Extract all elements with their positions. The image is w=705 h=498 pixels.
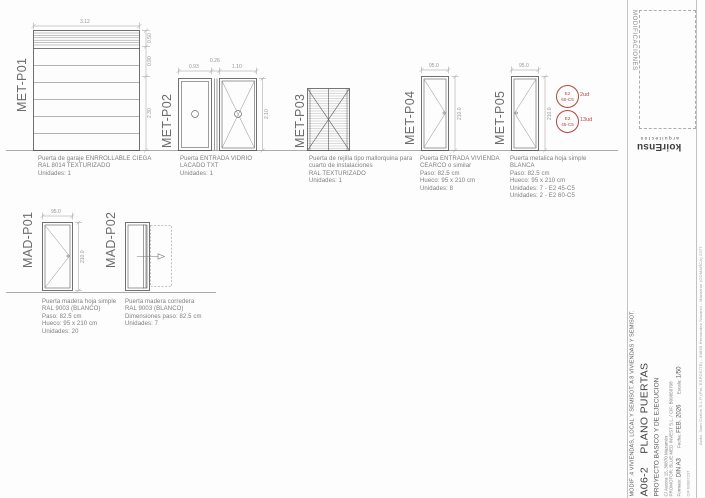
firm-logo [632, 128, 686, 152]
caption-met-p04 [420, 156, 500, 193]
dim-met-p04-width: 95.0 [429, 63, 439, 69]
scale-value: 1/50 [676, 366, 683, 379]
firm-logo-name: koirEnsu [636, 141, 682, 152]
date-value: FEB. 2026 [676, 404, 683, 433]
door-label-met-p05: MET-P05 [493, 90, 507, 145]
caption-line: RAL 9003 (BLANCO) [125, 306, 184, 313]
dim-met-p02-w1: 0.93 [189, 64, 199, 70]
dim-met-p02-height: 2.10 [264, 109, 270, 119]
modifications-label: MODIFICACIONES [631, 10, 637, 71]
caption-line: Puerta metalica hoja simple [510, 156, 587, 162]
sheet-code: A06-2 [638, 466, 651, 497]
stamp-code: 60-C5 [561, 96, 574, 102]
caption-met-p02 [180, 156, 252, 178]
caption-line: Dimensiones paso: 82.5 cm [125, 313, 202, 320]
caption-line: Puerta de garaje ENRROLLABLE CIEGA [38, 156, 152, 162]
promoter-line: PROMOTOR: BLUE MED INVEST S.L. / CIF: B09858708 [668, 381, 674, 497]
caption-line: Unidades: 7 [125, 321, 159, 328]
caption-line: Hueco: 95 x 210 cm [42, 321, 98, 328]
caption-line: Puerta madera hoja simple [42, 299, 117, 305]
project-modification-note: MODIF .4 VIVIENDAS, LOCAL Y SEMISOT. A 8 VIVIENDAS Y SEMISOT. [629, 310, 636, 497]
door-label-met-p02: MET-P02 [160, 93, 174, 148]
dim-met-p05-height: 210.0 [547, 107, 553, 120]
dim-met-p01-h2: 0.90 [147, 56, 153, 66]
caption-line: Unidades: 1 [180, 170, 214, 177]
caption-line: Unidades: 7 - E2 45-C5 [510, 185, 575, 192]
dim-met-p02-w3: 1.10 [232, 64, 242, 70]
dim-mad-p01-width: 95.0 [51, 209, 61, 215]
dim-met-p05-width: 95.0 [519, 63, 529, 69]
dim-met-p01-width: 3.12 [80, 19, 90, 25]
caption-line: Paso: 82.5 cm [42, 313, 82, 320]
caption-line: Unidades: 20 [42, 328, 79, 335]
format-label: Formato: [676, 478, 682, 497]
caption-met-p05 [510, 156, 586, 200]
stamp-code: E2 [564, 91, 571, 97]
sheet-meta-line [677, 252, 683, 497]
door-label-mad-p01: MAD-P01 [21, 211, 35, 268]
date-label: Fecha: [676, 434, 682, 448]
dim-met-p02-w2: 0.26 [210, 58, 220, 64]
caption-line: Puerta ENTRADA VIVIENDA [420, 156, 500, 162]
sheet-title-line [639, 252, 651, 497]
caption-line: Unidades: 1 [38, 170, 72, 177]
caption-line: CEARCO o similar [420, 163, 472, 170]
firm-contact-text: Avda. Juan Carlos S.L.P (Pol. ESPOSITE) - 30860 Hernandez Navarro - Mazarron (COMARCA) 2377 [697, 246, 703, 445]
caption-line: Puerta de rejilla tipo mallorquina para [309, 156, 413, 162]
caption-line: BLANCA [510, 163, 535, 170]
caption-line: LACADO TXT [180, 163, 219, 170]
caption-mad-p02 [125, 299, 202, 329]
dim-met-p01-h1: 0.50 [147, 33, 153, 43]
caption-line: Paso: 82.5 cm [420, 170, 460, 177]
project-phase: PROYECTO BASICO Y DE EJECUCION [653, 377, 661, 497]
dim-met-p01-h3: 2.30 [147, 108, 153, 118]
caption-line: Paso: 82.5 cm [510, 170, 550, 177]
caption-line: RAL TEXTURIZADO [309, 170, 366, 177]
stamp-code: E2 [564, 116, 571, 122]
caption-met-p03 [309, 156, 412, 186]
titleblock-text [630, 252, 696, 497]
caption-line: Puerta madera corredera [125, 299, 195, 305]
sheet-title: PLANO PUERTAS [638, 362, 651, 454]
caption-line: RAL 9003 (BLANCO) [42, 306, 101, 313]
stamp-qty-label: 13ud [580, 117, 593, 123]
dim-met-p04-height: 210.0 [457, 107, 463, 120]
caption-line: Unidades: 8 [420, 185, 454, 192]
caption-line: Puerta ENTRADA VIDRIO [180, 156, 253, 162]
door-label-mad-p02: MAD-P02 [104, 211, 118, 268]
cif-line: CIF B0907237 [685, 470, 691, 497]
caption-line: Unidades: 1 [309, 178, 343, 185]
format-value: DIN A3 [676, 458, 683, 478]
stamp-code: 45-C5 [561, 121, 574, 127]
firm-logo-tagline: arquitectos [639, 136, 679, 141]
door-label-met-p04: MET-P04 [403, 90, 417, 145]
caption-line: Hueco: 95 x 210 cm [420, 178, 476, 185]
caption-line: Hueco: 95 x 210 cm [510, 178, 566, 185]
caption-mad-p01 [42, 299, 116, 336]
caption-line: RAL 8014 TEXTURIZADO [38, 163, 111, 170]
caption-met-p01 [38, 156, 151, 178]
stamp-qty-label: 2ud [580, 92, 590, 98]
scale-label: Escala: [676, 379, 682, 395]
dim-mad-p01-height: 210.0 [80, 250, 86, 263]
titleblock-separator-line [627, 0, 628, 498]
caption-line: cuarto de instalaciones [309, 163, 373, 170]
fire-rating-stamp-45 [556, 110, 579, 133]
fire-rating-stamp-60 [556, 85, 579, 108]
modifications-box [639, 10, 696, 129]
caption-line: Unidades: 2 - E2 60-C5 [510, 193, 575, 200]
door-label-met-p03: MET-P03 [293, 93, 307, 148]
sheet-right-border-line [696, 0, 697, 498]
project-address: C/ Aurora 15, 30870 Mazarrón [663, 435, 668, 497]
door-label-met-p01: MET-P01 [15, 57, 29, 112]
